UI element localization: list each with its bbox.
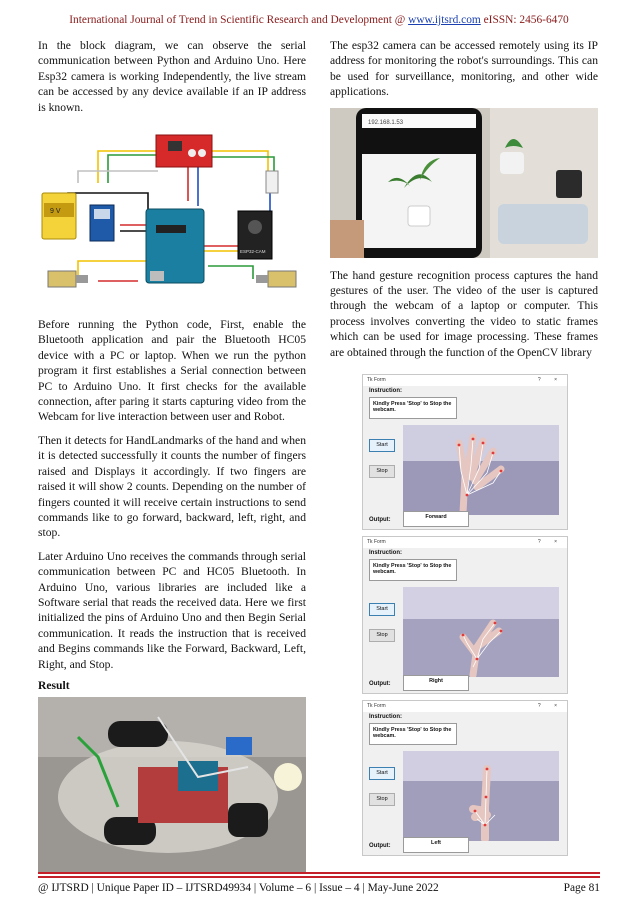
app-title: Tk Form — [367, 703, 386, 709]
webcam-hand-illustration — [403, 587, 559, 677]
result-heading: Result — [38, 678, 70, 692]
stop-button[interactable]: Stop — [369, 465, 395, 478]
webcam-feed — [403, 587, 559, 677]
paragraph-arduino-commands: Later Arduino Uno receives the commands through serial communication between PC and HC05 Bluetooth. In Arduino Uno, various libraries are included like a Software serial that reads the received data. Here we first initialized the pins of Arduino Uno and then Begin Serial communication. It reads the instruction that is received and Begins commands like the Forward, Backward, Left, Right, and Stop. — [38, 549, 306, 671]
start-button[interactable]: Start — [369, 439, 395, 452]
output-label: Output: — [369, 843, 391, 849]
gesture-app-window-forward — [362, 374, 568, 530]
esp32-cam-label: ESP32-CAM — [240, 249, 266, 255]
stop-button[interactable]: Stop — [369, 629, 395, 642]
window-controls[interactable]: ? × — [537, 703, 563, 709]
phone-stream-photo — [330, 108, 598, 258]
webcam-feed — [403, 751, 559, 841]
instruction-textbox: Kindly Press 'Stop' to Stop the webcam. — [369, 723, 457, 745]
instruction-label: Instruction: — [369, 550, 402, 556]
paragraph-esp32-remote: The esp32 camera can be accessed remotely using its IP address for monitoring the robot's surroundings. This can be used for surveillance, monitoring, and other wide applications. — [330, 39, 598, 99]
output-textbox: Right — [403, 675, 469, 691]
app-title: Tk Form — [367, 377, 386, 383]
header-issn: eISSN: 2456-6470 — [480, 14, 569, 26]
footer-citation: @ IJTSRD | Unique Paper ID – IJTSRD49934 | Volume – 6 | Issue – 4 | May-June 2022 — [38, 882, 439, 894]
footer-rule-top — [38, 872, 600, 874]
webcam-feed — [403, 425, 559, 515]
page-number: Page 81 — [563, 882, 600, 894]
output-label: Output: — [369, 681, 391, 687]
stop-button[interactable]: Stop — [369, 793, 395, 806]
output-textbox: Left — [403, 837, 469, 853]
journal-header — [0, 14, 638, 26]
app-titlebar — [363, 701, 567, 712]
window-controls[interactable]: ? × — [537, 539, 563, 545]
left-column — [38, 38, 306, 873]
instruction-label: Instruction: — [369, 714, 402, 720]
phone-url-text: 192.168.1.53 — [368, 119, 404, 126]
paragraph-block-diagram: In the block diagram, we can observe the serial communication between Python and Arduino Uno. Here Esp32 camera is working Independently, the live stream can be accessed by any device available if an IP address is known. — [38, 39, 306, 114]
instruction-textbox: Kindly Press 'Stop' to Stop the webcam. — [369, 559, 457, 581]
header-text: International Journal of Trend in Scientific Research and Development @ — [69, 14, 409, 26]
paragraph-gesture-recognition: The hand gesture recognition process captures the hand gestures of the user. The video of the user is captured through the webcam of a laptop or computer. This process involves converting the video to static frames which can be used for image processing. These frames are obtained through the function of the OpenCV library — [330, 268, 598, 359]
paragraph-hand-landmarks: Then it detects for HandLandmarks of the hand and when it is detected successfully it counts the number of fingers raised and Displays it accordingly. If two fingers are raised it will show 2 counts. Depending on the number of fingers counted it will receive certain instructions to send commands like to go forward, backward, left, right, and stop. — [38, 433, 306, 540]
window-controls[interactable]: ? × — [537, 377, 563, 383]
webcam-hand-illustration — [403, 751, 559, 841]
output-textbox: Forward — [403, 511, 469, 527]
gesture-app-window-right — [362, 536, 568, 694]
paragraph-bluetooth-pairing: Before running the Python code, First, enable the Bluetooth application and pair the Bluetooth HC05 device with a PC or laptop. When we run the python program it first establishes a Serial connection between PC to Arduino Uno. It first checks for the available connection, after paring it starts capturing video from the Webcam for live interaction between user and Robot. — [38, 318, 306, 424]
battery-label: 9 V — [50, 208, 61, 216]
block-diagram-figure — [38, 121, 306, 307]
page-footer — [38, 882, 600, 894]
footer-rule-bottom — [38, 876, 600, 878]
phone-stream-illustration — [330, 108, 598, 258]
start-button[interactable]: Start — [369, 603, 395, 616]
output-label: Output: — [369, 517, 391, 523]
robot-photo-illustration — [38, 697, 306, 873]
journal-website-link[interactable]: www.ijtsrd.com — [408, 14, 481, 26]
instruction-textbox: Kindly Press 'Stop' to Stop the webcam. — [369, 397, 457, 419]
block-diagram-illustration — [38, 121, 306, 307]
app-title: Tk Form — [367, 539, 386, 545]
app-titlebar — [363, 537, 567, 548]
gesture-app-window-left — [362, 700, 568, 856]
app-titlebar — [363, 375, 567, 386]
start-button[interactable]: Start — [369, 767, 395, 780]
right-column — [330, 38, 598, 360]
instruction-label: Instruction: — [369, 388, 402, 394]
robot-photo — [38, 697, 306, 873]
webcam-hand-illustration — [403, 425, 559, 515]
